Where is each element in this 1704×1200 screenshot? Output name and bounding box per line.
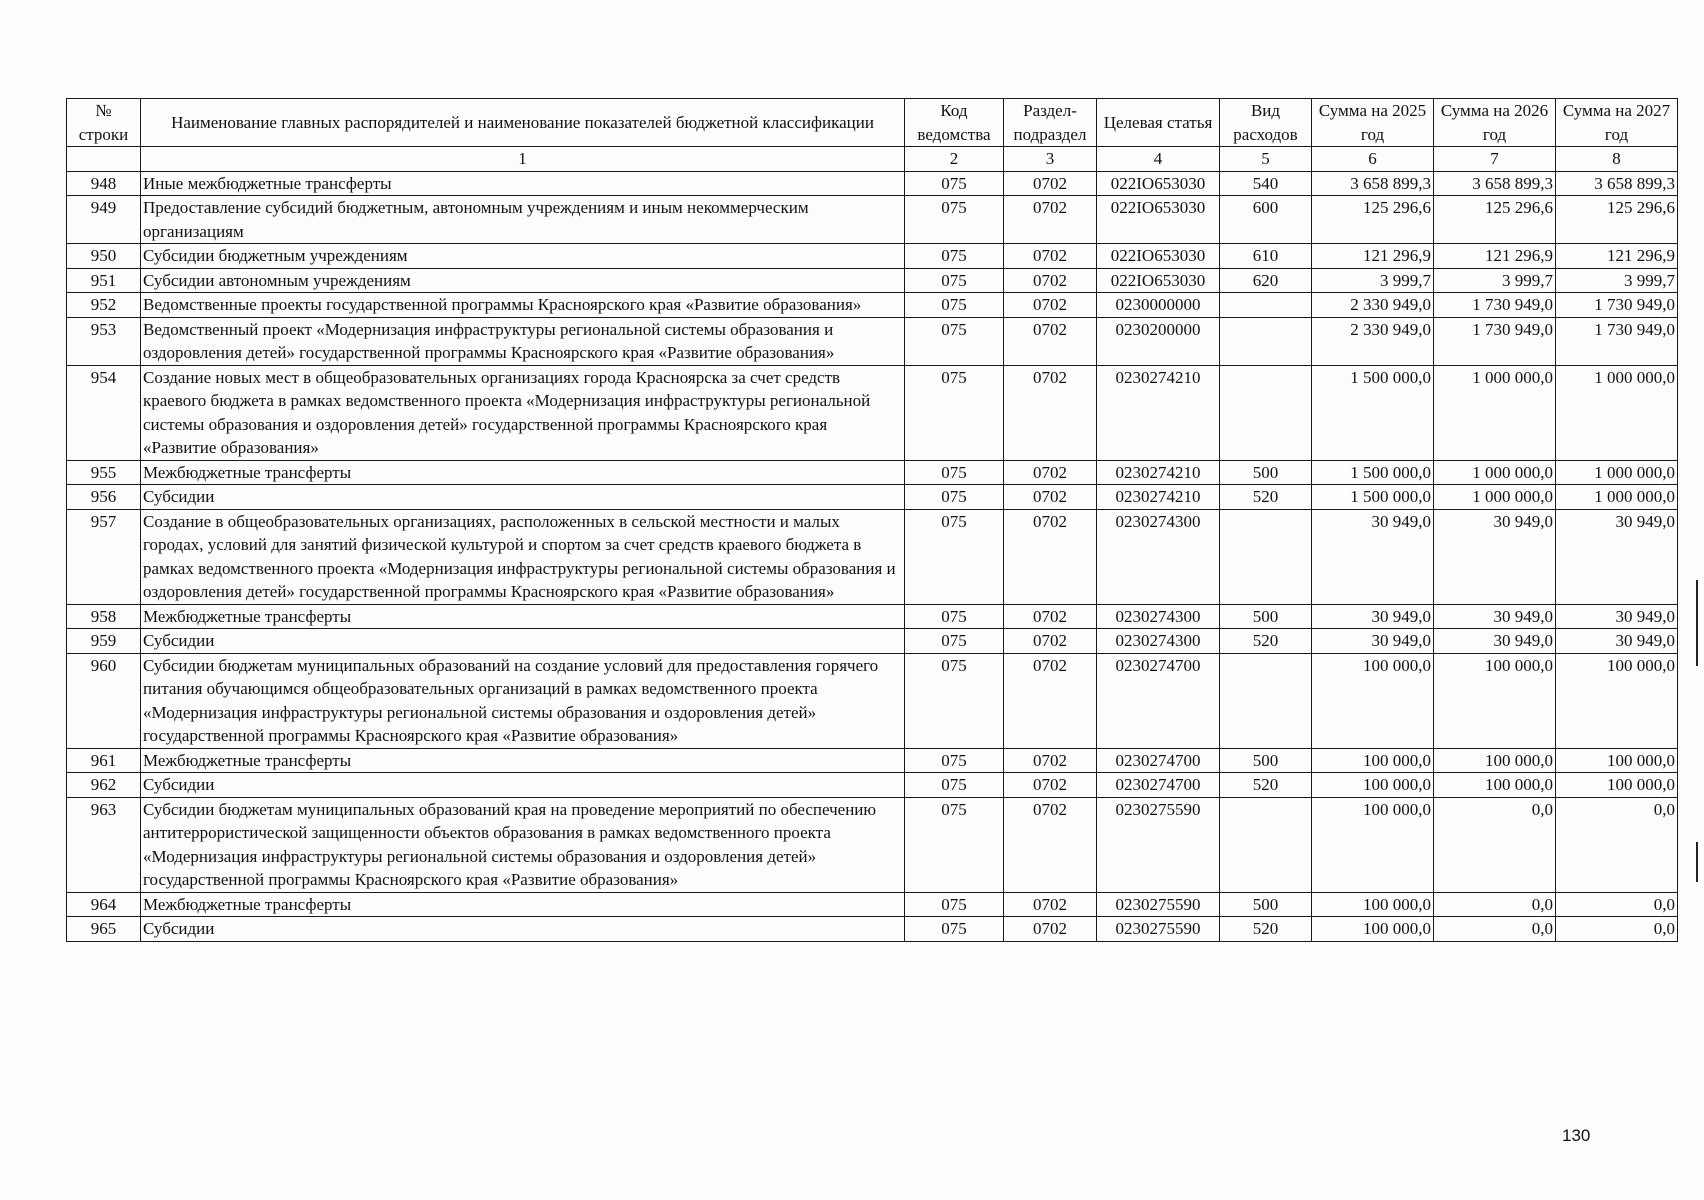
column-number: 5 xyxy=(1220,147,1312,172)
header-department-code: Код ведомства xyxy=(905,99,1004,147)
header-section: Раздел-подраздел xyxy=(1004,99,1097,147)
table-row xyxy=(67,171,1678,196)
department-code: 075 xyxy=(905,244,1004,269)
row-number: 955 xyxy=(67,460,141,485)
table-header-row xyxy=(67,99,1678,147)
column-number: 7 xyxy=(1434,147,1556,172)
department-code: 075 xyxy=(905,365,1004,460)
column-number-row xyxy=(67,147,1678,172)
expense-kind: 500 xyxy=(1220,748,1312,773)
row-name: Субсидии xyxy=(141,917,905,942)
sum-2027: 100 000,0 xyxy=(1556,773,1678,798)
row-name: Создание в общеобразовательных организациях, расположенных в сельской местности и малых городах, условий для занятий физической культурой и спортом за счет средств краевого бюджета в рамках ведомственного проекта «Модернизация инфраструктуры региональной системы образования и оздоровления детей» государственной программы Красноярского края «Развитие образования» xyxy=(141,509,905,604)
column-number: 6 xyxy=(1312,147,1434,172)
sum-2026: 1 000 000,0 xyxy=(1434,365,1556,460)
section-code: 0702 xyxy=(1004,748,1097,773)
table-row xyxy=(67,917,1678,942)
column-number: 1 xyxy=(141,147,905,172)
row-number: 956 xyxy=(67,485,141,510)
row-name: Создание новых мест в общеобразовательных организациях города Красноярска за счет средств краевого бюджета в рамках ведомственного проекта «Модернизация инфраструктуры региональной системы образования и оздоровления детей» государственной программы Красноярского края «Развитие образования» xyxy=(141,365,905,460)
sum-2027: 100 000,0 xyxy=(1556,653,1678,748)
sum-2026: 1 730 949,0 xyxy=(1434,317,1556,365)
budget-table xyxy=(66,98,1678,942)
department-code: 075 xyxy=(905,317,1004,365)
sum-2026: 100 000,0 xyxy=(1434,748,1556,773)
expense-kind: 540 xyxy=(1220,171,1312,196)
department-code: 075 xyxy=(905,748,1004,773)
expense-kind: 620 xyxy=(1220,268,1312,293)
row-number: 949 xyxy=(67,196,141,244)
header-sum-2027: Сумма на 2027 год xyxy=(1556,99,1678,147)
section-code: 0702 xyxy=(1004,365,1097,460)
sum-2025: 1 500 000,0 xyxy=(1312,365,1434,460)
expense-kind: 520 xyxy=(1220,773,1312,798)
target-article: 0230000000 xyxy=(1097,293,1220,318)
department-code: 075 xyxy=(905,797,1004,892)
row-number: 951 xyxy=(67,268,141,293)
target-article: 022IO653030 xyxy=(1097,171,1220,196)
sum-2025: 1 500 000,0 xyxy=(1312,460,1434,485)
row-name: Межбюджетные трансферты xyxy=(141,892,905,917)
department-code: 075 xyxy=(905,917,1004,942)
sum-2027: 3 658 899,3 xyxy=(1556,171,1678,196)
sum-2027: 1 730 949,0 xyxy=(1556,293,1678,318)
table-row xyxy=(67,892,1678,917)
target-article: 0230275590 xyxy=(1097,797,1220,892)
expense-kind: 610 xyxy=(1220,244,1312,269)
header-sum-2025: Сумма на 2025 год xyxy=(1312,99,1434,147)
expense-kind: 600 xyxy=(1220,196,1312,244)
target-article: 022IO653030 xyxy=(1097,196,1220,244)
table-row xyxy=(67,196,1678,244)
sum-2025: 125 296,6 xyxy=(1312,196,1434,244)
sum-2026: 3 999,7 xyxy=(1434,268,1556,293)
table-row xyxy=(67,797,1678,892)
table-row xyxy=(67,460,1678,485)
target-article: 022IO653030 xyxy=(1097,268,1220,293)
column-number: 3 xyxy=(1004,147,1097,172)
sum-2027: 1 000 000,0 xyxy=(1556,485,1678,510)
row-number: 964 xyxy=(67,892,141,917)
sum-2027: 30 949,0 xyxy=(1556,509,1678,604)
row-number: 963 xyxy=(67,797,141,892)
sum-2025: 100 000,0 xyxy=(1312,892,1434,917)
target-article: 0230274700 xyxy=(1097,653,1220,748)
department-code: 075 xyxy=(905,460,1004,485)
header-sum-2026: Сумма на 2026 год xyxy=(1434,99,1556,147)
target-article: 0230274700 xyxy=(1097,748,1220,773)
row-number: 959 xyxy=(67,629,141,654)
target-article: 0230274300 xyxy=(1097,604,1220,629)
section-code: 0702 xyxy=(1004,268,1097,293)
section-code: 0702 xyxy=(1004,892,1097,917)
sum-2025: 30 949,0 xyxy=(1312,509,1434,604)
row-number: 948 xyxy=(67,171,141,196)
table-row xyxy=(67,629,1678,654)
header-target-article: Целевая статья xyxy=(1097,99,1220,147)
section-code: 0702 xyxy=(1004,171,1097,196)
row-name: Субсидии xyxy=(141,485,905,510)
row-name: Межбюджетные трансферты xyxy=(141,604,905,629)
sum-2027: 1 000 000,0 xyxy=(1556,365,1678,460)
row-number: 957 xyxy=(67,509,141,604)
sum-2026: 100 000,0 xyxy=(1434,653,1556,748)
target-article: 0230200000 xyxy=(1097,317,1220,365)
department-code: 075 xyxy=(905,892,1004,917)
column-number: 8 xyxy=(1556,147,1678,172)
target-article: 0230274210 xyxy=(1097,365,1220,460)
target-article: 022IO653030 xyxy=(1097,244,1220,269)
sum-2026: 1 000 000,0 xyxy=(1434,460,1556,485)
target-article: 0230274210 xyxy=(1097,460,1220,485)
expense-kind xyxy=(1220,365,1312,460)
row-number: 962 xyxy=(67,773,141,798)
header-row-number: № строки xyxy=(67,99,141,147)
target-article: 0230274300 xyxy=(1097,509,1220,604)
department-code: 075 xyxy=(905,773,1004,798)
sum-2025: 2 330 949,0 xyxy=(1312,293,1434,318)
target-article: 0230275590 xyxy=(1097,892,1220,917)
scan-margin-mark xyxy=(1696,580,1698,666)
row-number: 954 xyxy=(67,365,141,460)
sum-2027: 125 296,6 xyxy=(1556,196,1678,244)
sum-2026: 1 730 949,0 xyxy=(1434,293,1556,318)
expense-kind xyxy=(1220,653,1312,748)
sum-2025: 121 296,9 xyxy=(1312,244,1434,269)
sum-2026: 121 296,9 xyxy=(1434,244,1556,269)
row-name: Субсидии бюджетам муниципальных образований на создание условий для предоставления горячего питания обучающимся общеобразовательных организаций в рамках ведомственного проекта «Модернизация инфраструктуры региональной системы образования и оздоровления детей» государственной программы Красноярского края «Развитие образования» xyxy=(141,653,905,748)
row-name: Иные межбюджетные трансферты xyxy=(141,171,905,196)
table-row xyxy=(67,244,1678,269)
row-name: Межбюджетные трансферты xyxy=(141,748,905,773)
row-name: Субсидии бюджетным учреждениям xyxy=(141,244,905,269)
table-row xyxy=(67,653,1678,748)
sum-2027: 1 730 949,0 xyxy=(1556,317,1678,365)
sum-2027: 30 949,0 xyxy=(1556,629,1678,654)
row-name: Субсидии бюджетам муниципальных образований края на проведение мероприятий по обеспечению антитеррористической защищенности объектов образования в рамках ведомственного проекта «Модернизация инфраструктуры региональной системы образования и оздоровления детей» государственной программы Красноярского края «Развитие образования» xyxy=(141,797,905,892)
section-code: 0702 xyxy=(1004,773,1097,798)
sum-2027: 30 949,0 xyxy=(1556,604,1678,629)
sum-2027: 100 000,0 xyxy=(1556,748,1678,773)
row-name: Ведомственный проект «Модернизация инфраструктуры региональной системы образования и оздоровления детей» государственной программы Красноярского края «Развитие образования» xyxy=(141,317,905,365)
sum-2026: 0,0 xyxy=(1434,797,1556,892)
row-name: Ведомственные проекты государственной программы Красноярского края «Развитие образования» xyxy=(141,293,905,318)
sum-2025: 100 000,0 xyxy=(1312,773,1434,798)
department-code: 075 xyxy=(905,485,1004,510)
sum-2025: 3 658 899,3 xyxy=(1312,171,1434,196)
department-code: 075 xyxy=(905,653,1004,748)
expense-kind xyxy=(1220,797,1312,892)
section-code: 0702 xyxy=(1004,485,1097,510)
section-code: 0702 xyxy=(1004,196,1097,244)
department-code: 075 xyxy=(905,604,1004,629)
table-row xyxy=(67,509,1678,604)
sum-2027: 0,0 xyxy=(1556,892,1678,917)
sum-2026: 30 949,0 xyxy=(1434,509,1556,604)
section-code: 0702 xyxy=(1004,917,1097,942)
section-code: 0702 xyxy=(1004,244,1097,269)
expense-kind: 520 xyxy=(1220,917,1312,942)
row-name: Предоставление субсидий бюджетным, автономным учреждениям и иным некоммерческим организациям xyxy=(141,196,905,244)
section-code: 0702 xyxy=(1004,629,1097,654)
sum-2026: 125 296,6 xyxy=(1434,196,1556,244)
sum-2025: 100 000,0 xyxy=(1312,748,1434,773)
target-article: 0230274210 xyxy=(1097,485,1220,510)
sum-2027: 121 296,9 xyxy=(1556,244,1678,269)
sum-2026: 3 658 899,3 xyxy=(1434,171,1556,196)
expense-kind: 520 xyxy=(1220,629,1312,654)
sum-2025: 2 330 949,0 xyxy=(1312,317,1434,365)
section-code: 0702 xyxy=(1004,604,1097,629)
department-code: 075 xyxy=(905,509,1004,604)
row-number: 958 xyxy=(67,604,141,629)
sum-2025: 30 949,0 xyxy=(1312,604,1434,629)
expense-kind: 500 xyxy=(1220,604,1312,629)
table-row xyxy=(67,773,1678,798)
department-code: 075 xyxy=(905,629,1004,654)
header-name: Наименование главных распорядителей и наименование показателей бюджетной классификации xyxy=(141,99,905,147)
section-code: 0702 xyxy=(1004,293,1097,318)
expense-kind: 520 xyxy=(1220,485,1312,510)
section-code: 0702 xyxy=(1004,509,1097,604)
section-code: 0702 xyxy=(1004,460,1097,485)
sum-2026: 100 000,0 xyxy=(1434,773,1556,798)
row-name: Субсидии автономным учреждениям xyxy=(141,268,905,293)
sum-2027: 0,0 xyxy=(1556,917,1678,942)
section-code: 0702 xyxy=(1004,797,1097,892)
target-article: 0230274300 xyxy=(1097,629,1220,654)
sum-2025: 100 000,0 xyxy=(1312,797,1434,892)
section-code: 0702 xyxy=(1004,317,1097,365)
row-number: 952 xyxy=(67,293,141,318)
department-code: 075 xyxy=(905,196,1004,244)
row-name: Субсидии xyxy=(141,629,905,654)
expense-kind xyxy=(1220,509,1312,604)
column-number: 4 xyxy=(1097,147,1220,172)
department-code: 075 xyxy=(905,293,1004,318)
sum-2026: 0,0 xyxy=(1434,892,1556,917)
column-number: 2 xyxy=(905,147,1004,172)
row-number: 960 xyxy=(67,653,141,748)
sum-2027: 0,0 xyxy=(1556,797,1678,892)
column-number xyxy=(67,147,141,172)
department-code: 075 xyxy=(905,171,1004,196)
row-number: 953 xyxy=(67,317,141,365)
table-row xyxy=(67,293,1678,318)
sum-2025: 100 000,0 xyxy=(1312,917,1434,942)
expense-kind xyxy=(1220,317,1312,365)
row-name: Субсидии xyxy=(141,773,905,798)
table-row xyxy=(67,604,1678,629)
sum-2025: 100 000,0 xyxy=(1312,653,1434,748)
expense-kind: 500 xyxy=(1220,892,1312,917)
department-code: 075 xyxy=(905,268,1004,293)
sum-2026: 1 000 000,0 xyxy=(1434,485,1556,510)
section-code: 0702 xyxy=(1004,653,1097,748)
row-number: 965 xyxy=(67,917,141,942)
sum-2025: 30 949,0 xyxy=(1312,629,1434,654)
row-name: Межбюджетные трансферты xyxy=(141,460,905,485)
sum-2026: 30 949,0 xyxy=(1434,629,1556,654)
table-row xyxy=(67,268,1678,293)
sum-2025: 1 500 000,0 xyxy=(1312,485,1434,510)
expense-kind xyxy=(1220,293,1312,318)
sum-2027: 1 000 000,0 xyxy=(1556,460,1678,485)
scan-margin-mark xyxy=(1696,842,1698,882)
sum-2025: 3 999,7 xyxy=(1312,268,1434,293)
target-article: 0230275590 xyxy=(1097,917,1220,942)
table-row xyxy=(67,748,1678,773)
sum-2026: 30 949,0 xyxy=(1434,604,1556,629)
table-row xyxy=(67,485,1678,510)
budget-sheet xyxy=(66,98,1678,942)
sum-2027: 3 999,7 xyxy=(1556,268,1678,293)
row-number: 950 xyxy=(67,244,141,269)
table-row xyxy=(67,365,1678,460)
page-number: 130 xyxy=(1562,1126,1591,1145)
target-article: 0230274700 xyxy=(1097,773,1220,798)
expense-kind: 500 xyxy=(1220,460,1312,485)
row-number: 961 xyxy=(67,748,141,773)
header-expense-kind: Вид расходов xyxy=(1220,99,1312,147)
sum-2026: 0,0 xyxy=(1434,917,1556,942)
table-row xyxy=(67,317,1678,365)
